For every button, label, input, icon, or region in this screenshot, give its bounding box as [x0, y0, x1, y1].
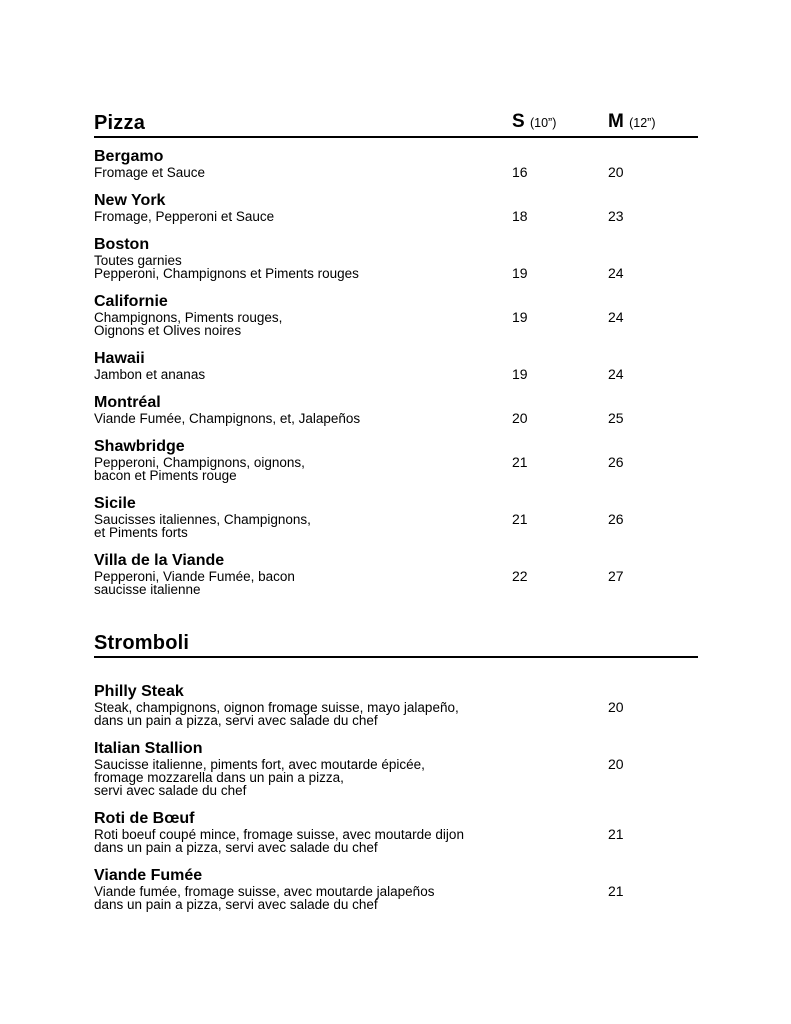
size-column-medium-inches: (12”) [629, 116, 656, 130]
menu-item-viande-fumee [94, 867, 698, 911]
item-price: 21 [608, 826, 624, 842]
item-name: Viande Fumée [94, 867, 203, 884]
item-description [94, 583, 698, 596]
item-price-medium: 24 [608, 366, 624, 382]
item-name: Villa de la Viande [94, 552, 225, 569]
size-column-small [512, 111, 556, 134]
pizza-section-title: Pizza [94, 112, 146, 134]
item-description [94, 898, 698, 911]
pizza-section [94, 112, 698, 609]
stromboli-section-header [94, 632, 698, 658]
item-price-medium: 26 [608, 454, 624, 470]
item-description-text: Viande fumée, fromage suisse, avec moutarde jalapeños [94, 884, 435, 899]
item-name: Italian Stallion [94, 740, 203, 757]
item-price: 20 [608, 756, 624, 772]
item-description-text: dans un pain a pizza, servi avec salade du chef [94, 897, 378, 912]
item-description [94, 267, 698, 280]
item-description-text: saucisse italienne [94, 582, 201, 597]
item-name: Sicile [94, 495, 136, 512]
stromboli-section-title: Stromboli [94, 632, 190, 654]
item-description-text: Pepperoni, Viande Fumée, bacon [94, 569, 295, 584]
menu-item-bergamo [94, 148, 698, 179]
menu-item-philly-steak [94, 683, 698, 727]
item-description [94, 714, 698, 727]
item-description-text: Oignons et Olives noires [94, 323, 242, 338]
item-price-medium: 24 [608, 309, 624, 325]
item-description-text: dans un pain a pizza, servi avec salade du chef [94, 840, 378, 855]
item-description [94, 784, 698, 797]
item-price-medium: 20 [608, 164, 624, 180]
item-description-text: bacon et Piments rouge [94, 468, 237, 483]
item-description-text: Fromage, Pepperoni et Sauce [94, 209, 275, 224]
item-description [94, 412, 698, 425]
item-name: Boston [94, 236, 150, 253]
stromboli-section [94, 632, 698, 924]
item-description [94, 368, 698, 381]
item-price-small: 18 [512, 208, 528, 224]
item-description [94, 526, 698, 539]
pizza-items [94, 138, 698, 596]
item-name: Hawaii [94, 350, 145, 367]
item-price-small: 16 [512, 164, 528, 180]
item-description-text: Pepperoni, Champignons et Piments rouges [94, 266, 359, 281]
item-price-medium: 27 [608, 568, 624, 584]
item-description-text: Fromage et Sauce [94, 165, 206, 180]
item-description-text: et Piments forts [94, 525, 188, 540]
item-name: Roti de Bœuf [94, 810, 195, 827]
menu-item-hawaii [94, 350, 698, 381]
item-name: Montréal [94, 394, 161, 411]
menu-item-californie [94, 293, 698, 337]
item-price: 20 [608, 699, 624, 715]
item-price-small: 20 [512, 410, 528, 426]
item-price-medium: 26 [608, 511, 624, 527]
item-description-text: fromage mozzarella dans un pain a pizza, [94, 770, 344, 785]
item-name: Shawbridge [94, 438, 185, 455]
item-price-medium: 23 [608, 208, 624, 224]
item-description [94, 210, 698, 223]
item-description-text: Viande Fumée, Champignons, et, Jalapeños [94, 411, 361, 426]
item-description-text: Saucisses italiennes, Champignons, [94, 512, 311, 527]
menu-item-villa-de-la-viande [94, 552, 698, 596]
pizza-section-header [94, 112, 698, 138]
item-price-small: 21 [512, 454, 528, 470]
stromboli-items [94, 658, 698, 911]
item-description-text: Roti boeuf coupé mince, fromage suisse, avec moutarde dijon [94, 827, 464, 842]
item-description-text: servi avec salade du chef [94, 783, 247, 798]
item-description-text: Jambon et ananas [94, 367, 206, 382]
item-name: Californie [94, 293, 168, 310]
size-column-medium-letter: M [608, 111, 624, 132]
item-description-text: Pepperoni, Champignons, oignons, [94, 455, 305, 470]
menu-item-roti-de-boeuf [94, 810, 698, 854]
item-price-small: 22 [512, 568, 528, 584]
item-description-text: Saucisse italienne, piments fort, avec moutarde épicée, [94, 757, 425, 772]
menu-item-new-york [94, 192, 698, 223]
menu-item-italian-stallion [94, 740, 698, 797]
item-description-text: Champignons, Piments rouges, [94, 310, 283, 325]
item-name: Bergamo [94, 148, 164, 165]
item-description-text: Steak, champignons, oignon fromage suisse, mayo jalapeño, [94, 700, 459, 715]
size-column-small-letter: S [512, 111, 525, 132]
size-column-small-inches: (10”) [529, 116, 557, 130]
item-description [94, 469, 698, 482]
size-column-medium [608, 111, 656, 134]
item-name: New York [94, 192, 166, 209]
menu-item-sicile [94, 495, 698, 539]
item-price-medium: 25 [608, 410, 624, 426]
item-price-small: 19 [512, 265, 528, 281]
item-name: Philly Steak [94, 683, 184, 700]
item-price-small: 19 [512, 366, 528, 382]
item-price-small: 21 [512, 511, 528, 527]
item-price: 21 [608, 883, 624, 899]
item-description [94, 841, 698, 854]
menu-item-shawbridge [94, 438, 698, 482]
item-description-text: dans un pain a pizza, servi avec salade du chef [94, 713, 378, 728]
item-description [94, 166, 698, 179]
menu-item-boston [94, 236, 698, 280]
menu-item-montreal [94, 394, 698, 425]
item-description [94, 324, 698, 337]
item-price-medium: 24 [608, 265, 624, 281]
item-description-text: Toutes garnies [94, 253, 182, 268]
item-price-small: 19 [512, 309, 528, 325]
